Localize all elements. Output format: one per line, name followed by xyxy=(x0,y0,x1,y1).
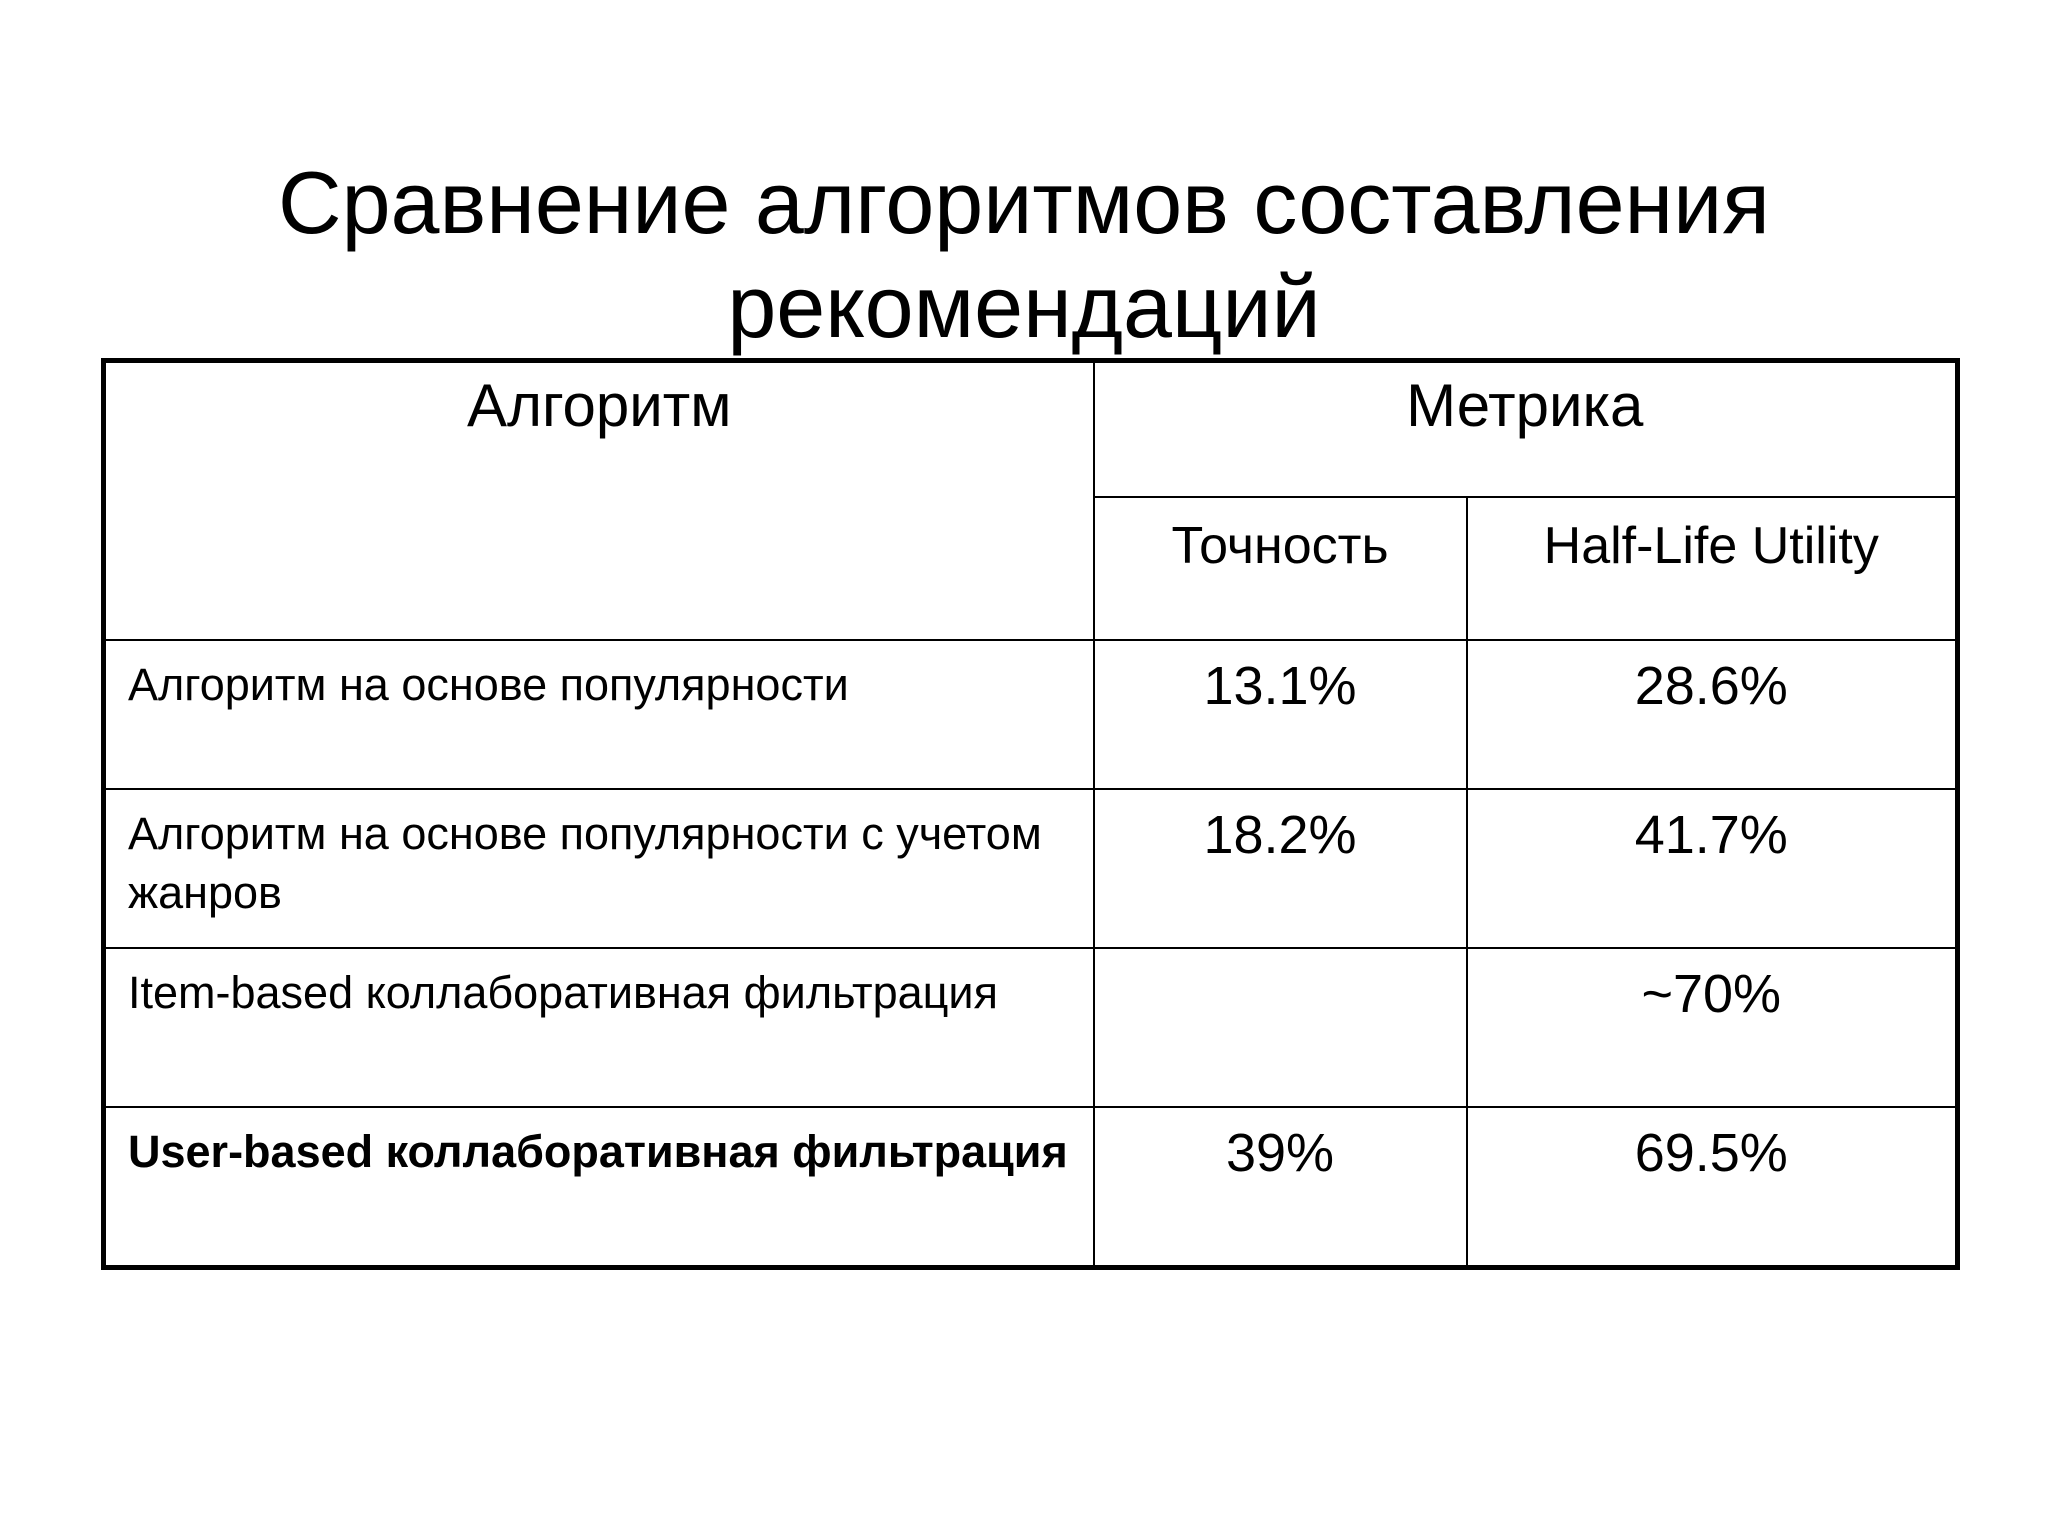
header-metric: Метрика xyxy=(1094,361,1958,498)
algorithm-name: Алгоритм на основе популярности xyxy=(104,640,1094,789)
table-row xyxy=(104,789,1958,948)
algorithm-name: Item-based коллаборативная фильтрация xyxy=(104,948,1094,1107)
accuracy-value: 13.1% xyxy=(1094,640,1467,789)
header-algorithm: Алгоритм xyxy=(104,361,1094,641)
accuracy-value xyxy=(1094,948,1467,1107)
half-life-utility-value: ~70% xyxy=(1467,948,1958,1107)
table-row xyxy=(104,640,1958,789)
slide-title xyxy=(0,151,2048,359)
slide-title-line-1: Сравнение алгоритмов составления xyxy=(278,152,1770,252)
algorithm-name: Алгоритм на основе популярности с учетом жанров xyxy=(104,789,1094,948)
half-life-utility-value: 41.7% xyxy=(1467,789,1958,948)
slide-title-line-2: рекомендаций xyxy=(727,256,1321,356)
table-row xyxy=(104,948,1958,1107)
header-accuracy: Точность xyxy=(1094,497,1467,640)
table-row xyxy=(104,1107,1958,1268)
accuracy-value: 18.2% xyxy=(1094,789,1467,948)
table-header-row xyxy=(104,361,1958,498)
header-half-life-utility: Half-Life Utility xyxy=(1467,497,1958,640)
comparison-table xyxy=(101,358,1960,1270)
algorithm-name: User-based коллаборативная фильтрация xyxy=(104,1107,1094,1268)
half-life-utility-value: 28.6% xyxy=(1467,640,1958,789)
accuracy-value: 39% xyxy=(1094,1107,1467,1268)
half-life-utility-value: 69.5% xyxy=(1467,1107,1958,1268)
